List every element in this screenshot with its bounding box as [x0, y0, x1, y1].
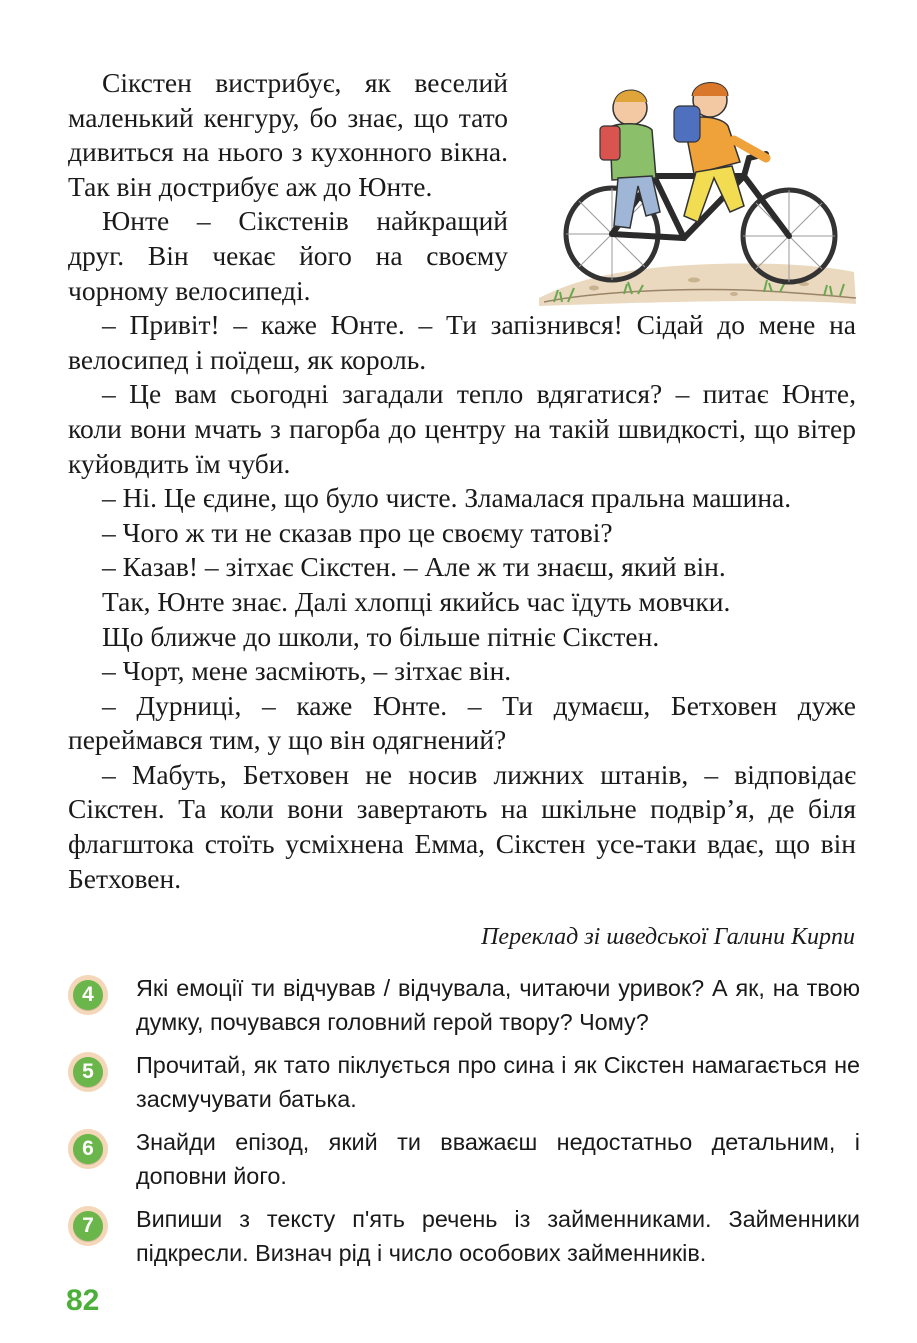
story-paragraph: – Казав! – зітхає Сікстен. – Але ж ти знаєш, який він.	[102, 551, 726, 583]
task-number: 5	[73, 1057, 103, 1087]
story-paragraph: – Це вам сьогодні загадали тепло вдягатися? – питає Юнте, коли вони мчать з пагорба до центру на такій швидкості, що вітер куйовдить їм чуби.	[68, 378, 856, 479]
task-item	[68, 972, 860, 1039]
task-text: Знайди епізод, який ти вважаєш недостатньо детальним, і доповни його.	[136, 1129, 860, 1189]
task-text: Які емоції ти відчував / відчувала, читаючи уривок? А як, на твою думку, почувався головний герой твору? Чому?	[136, 975, 860, 1035]
task-number-badge	[68, 1129, 108, 1169]
story-paragraph: – Чорт, мене засміють, – зітхає він.	[102, 655, 512, 687]
task-number-badge	[68, 975, 108, 1015]
page-number: 82	[66, 1284, 100, 1317]
task-number-badge	[68, 1206, 108, 1246]
task-text: Випиши з тексту п'ять речень із займенниками. Займенники підкресли. Визнач рід і число особових займенників.	[136, 1206, 860, 1266]
story-text	[68, 66, 856, 896]
story-paragraph: – Мабуть, Бетховен не носив лижних штанів, – відповідає Сікстен. Та коли вони завертають на шкільне подвір’я, де біля флагштока стоїть усміхнена Емма, Сікстен усе-таки вдає, що він Бетховен.	[68, 758, 856, 894]
task-number: 6	[73, 1134, 103, 1164]
task-item	[68, 1049, 860, 1116]
story-paragraph: – Чого ж ти не сказав про це своєму татові?	[102, 516, 613, 548]
story-paragraph: – Дурниці, – каже Юнте. – Ти думаєш, Бетховен дуже переймався тим, у що він одягнений?	[68, 689, 856, 756]
story-paragraph: Юнте – Сікстенів найкращий друг. Він чекає його на своєму чорному велосипеді.	[68, 205, 508, 306]
task-item	[68, 1126, 860, 1193]
story-paragraph: Що ближче до школи, то більше пітніє Сікстен.	[102, 620, 660, 652]
task-number: 4	[73, 980, 103, 1010]
story-paragraph: – Привіт! – каже Юнте. – Ти запізнився! Сідай до мене на велосипед і поїдеш, як король.	[68, 309, 856, 375]
translation-credit: Переклад зі шведської Галини Кирпи	[481, 924, 855, 950]
task-text: Прочитай, як тато піклується про сина і як Сікстен намагається не засмучувати батька.	[136, 1052, 860, 1112]
story-paragraph: Так, Юнте знає. Далі хлопці якийсь час їдуть мовчки.	[102, 585, 731, 617]
task-item	[68, 1203, 860, 1270]
story-paragraph: Сікстен вистрибує, як веселий маленький кенгуру, бо знає, що тато дивиться на нього з кухонного вікна. Так він дострибує аж до Юнте.	[68, 67, 508, 202]
task-number-badge	[68, 1052, 108, 1092]
task-list	[68, 972, 860, 1280]
story-paragraph: – Ні. Це єдине, що було чисте. Зламалася пральна машина.	[102, 482, 792, 514]
task-number: 7	[73, 1211, 103, 1241]
